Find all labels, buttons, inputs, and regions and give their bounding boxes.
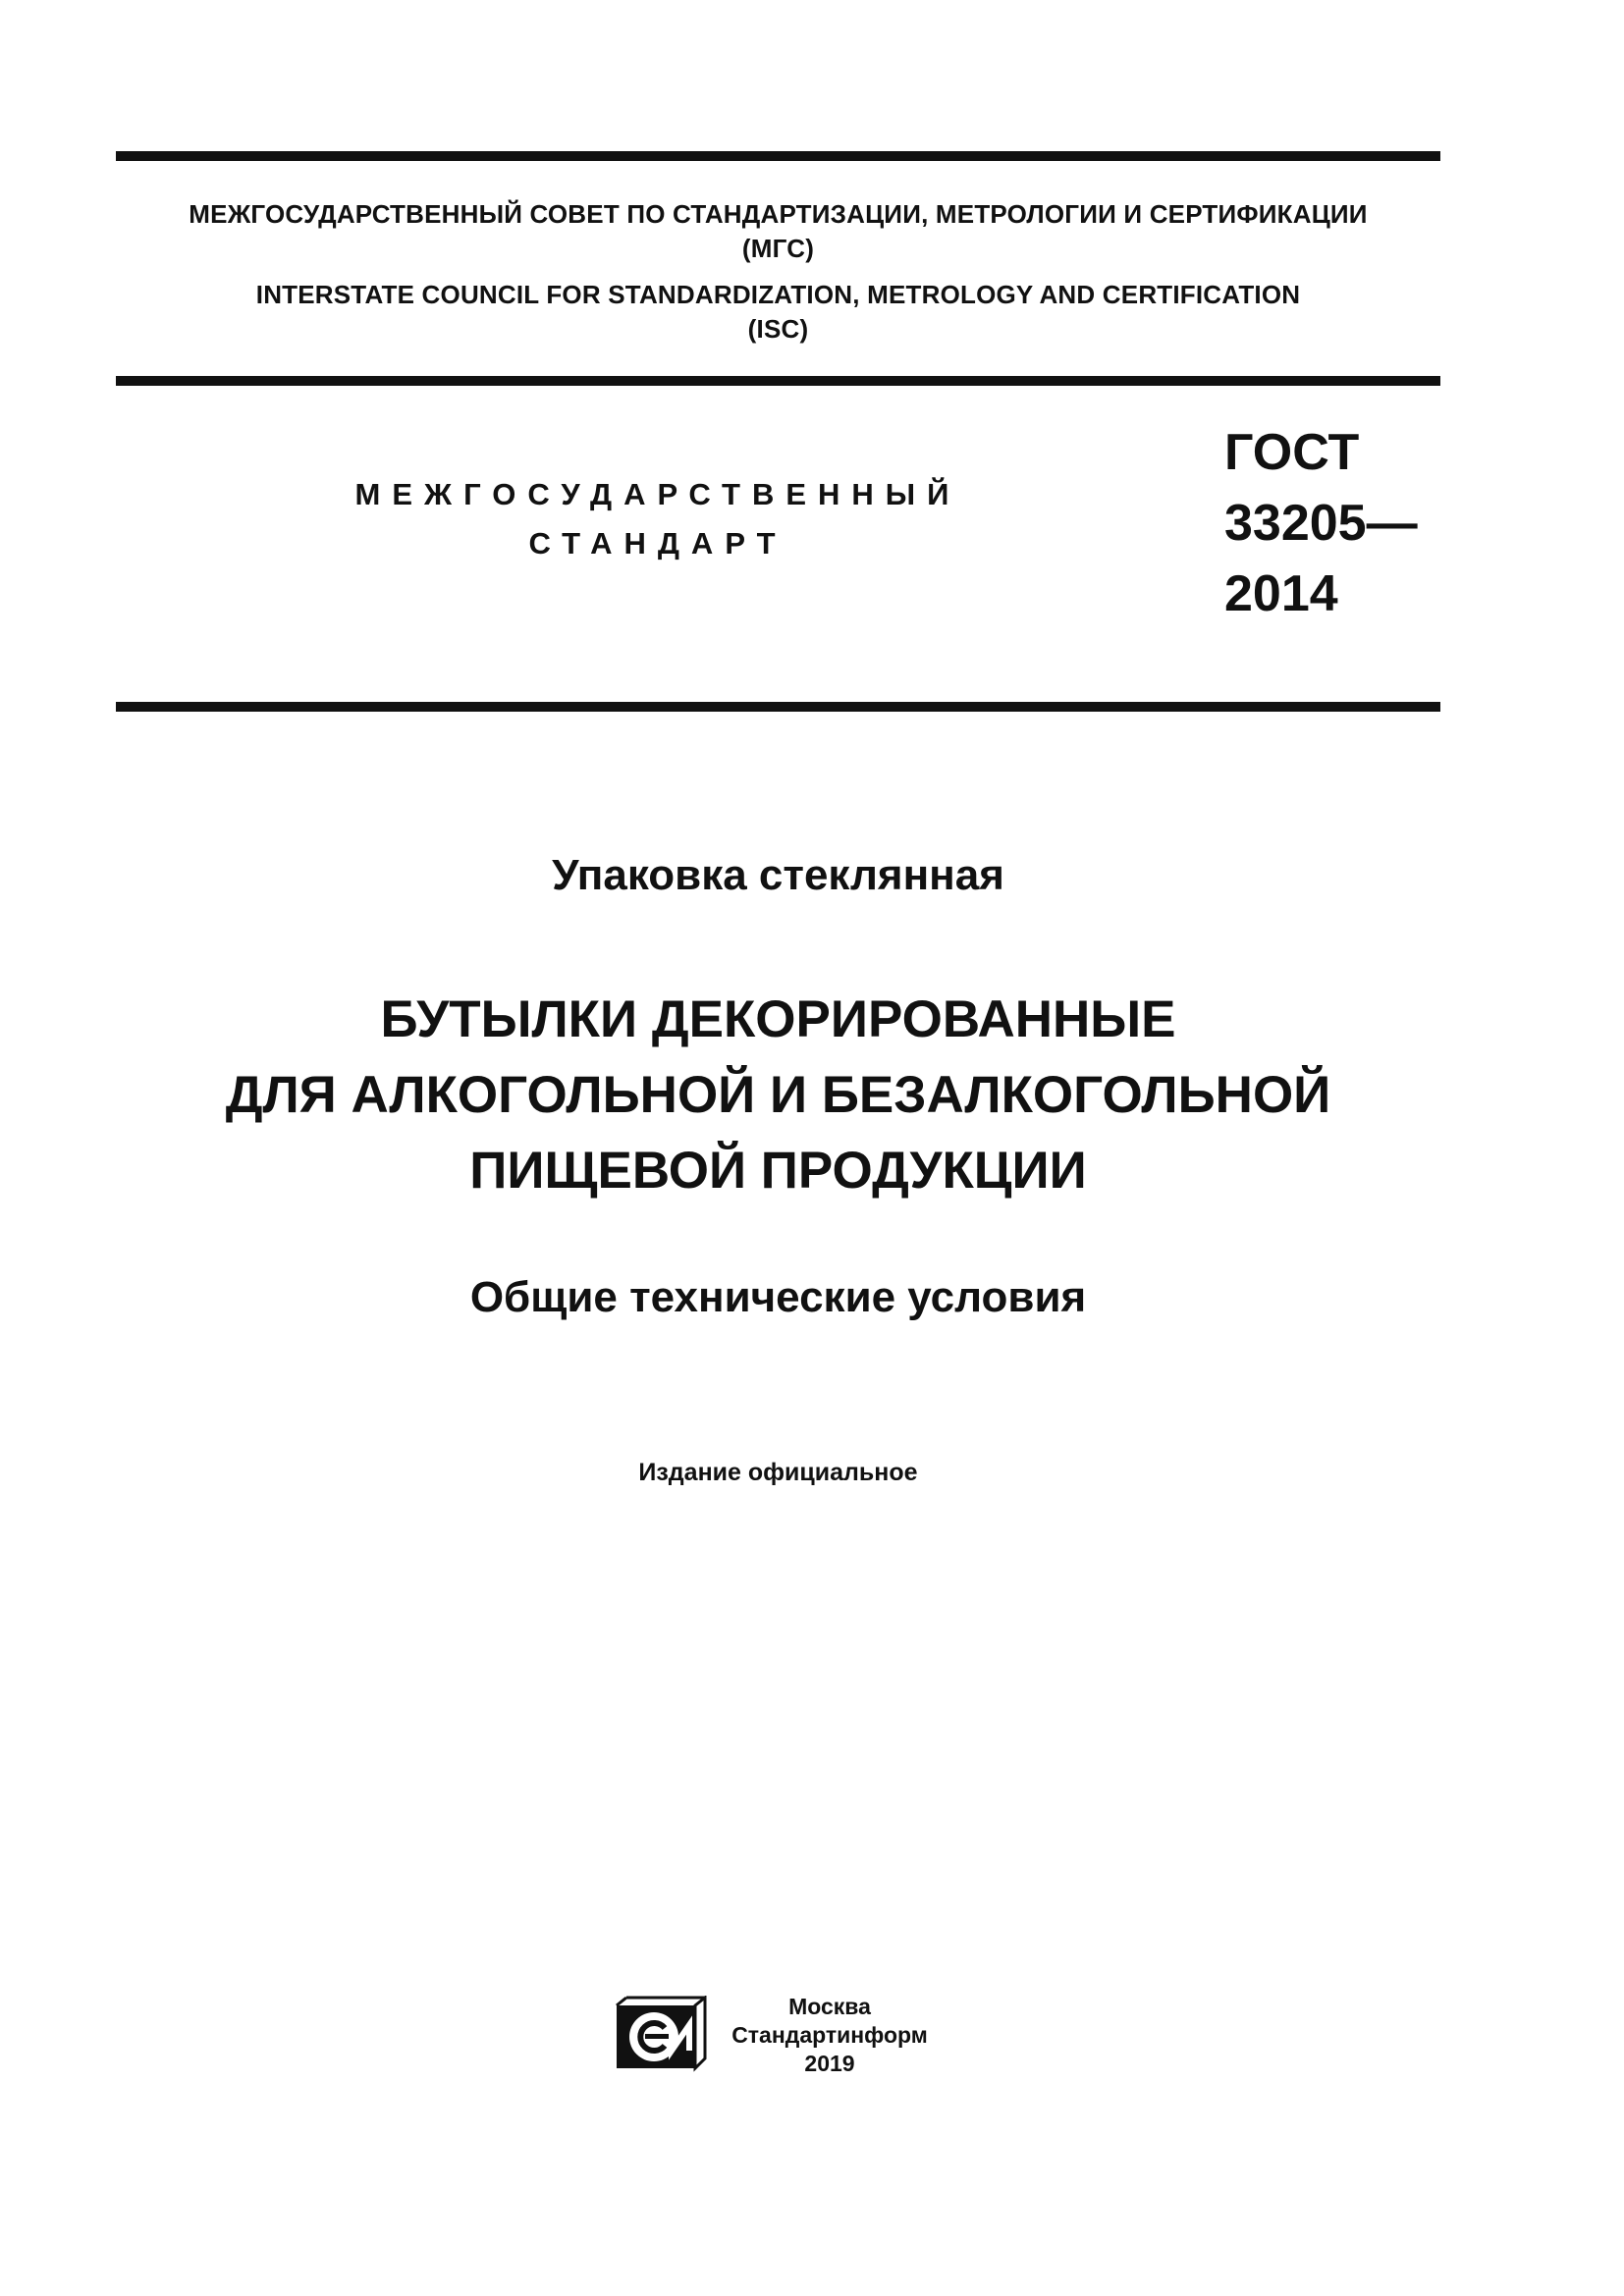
main-title-line2: ДЛЯ АЛКОГОЛЬНОЙ И БЕЗАЛКОГОЛЬНОЙ (225, 1066, 1331, 1124)
gost-year: 2014 (1224, 565, 1338, 622)
council-abbr-ru: (МГС) (741, 234, 815, 263)
publisher-city: Москва (788, 1994, 871, 2019)
main-title (116, 982, 1440, 1208)
council-abbr-en: (ISC) (747, 314, 809, 344)
gost-label: ГОСТ (1224, 424, 1360, 481)
title-upper: Упаковка стеклянная (552, 851, 1004, 899)
main-title-line3: ПИЩЕВОЙ ПРОДУКЦИИ (469, 1142, 1087, 1200)
top-rule (116, 151, 1440, 161)
gost-designation (1224, 417, 1450, 629)
header-bottom-rule (116, 702, 1440, 712)
gost-number: 33205— (1224, 495, 1418, 552)
standartinform-logo-icon (615, 1996, 707, 2072)
standard-type-line2: СТАНДАРТ (528, 526, 787, 561)
publisher-imprint (717, 1993, 943, 2078)
publisher-year: 2019 (804, 2051, 855, 2076)
subtitle: Общие технические условия (469, 1273, 1087, 1321)
publisher-name: Стандартинформ (731, 2022, 928, 2048)
main-title-line1: БУТЫЛКИ ДЕКОРИРОВАННЫЕ (380, 990, 1176, 1048)
standard-type-line1: МЕЖГОСУДАРСТВЕННЫЙ (354, 477, 961, 511)
edition-note: Издание официальное (638, 1459, 918, 1486)
council-name-en: INTERSTATE COUNCIL FOR STANDARDIZATION, METROLOGY AND CERTIFICATION (255, 280, 1301, 309)
council-name-ru: МЕЖГОСУДАРСТВЕННЫЙ СОВЕТ ПО СТАНДАРТИЗАЦИИ, МЕТРОЛОГИИ И СЕРТИФИКАЦИИ (189, 199, 1368, 229)
council-divider-rule (116, 376, 1440, 386)
